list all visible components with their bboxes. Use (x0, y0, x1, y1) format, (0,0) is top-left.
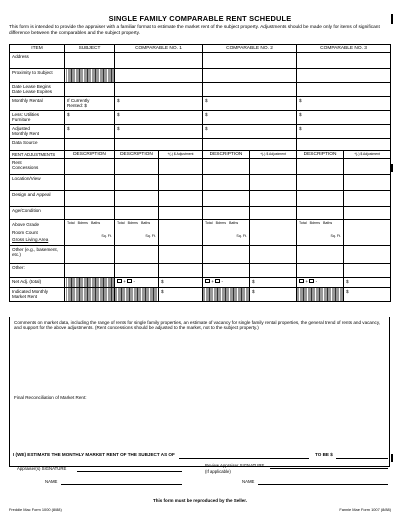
comp3-age-desc[interactable] (297, 207, 344, 220)
comp3-description-header: DESCRIPTION (297, 151, 344, 159)
minus-checkbox[interactable] (127, 279, 132, 283)
row-label-data-source: Data Source (10, 139, 65, 151)
comp3-other-adj[interactable] (344, 263, 391, 277)
subject-basement-field[interactable] (65, 245, 115, 263)
header-item: ITEM (10, 45, 65, 53)
appraiser-name-line[interactable] (61, 484, 182, 485)
comp3-basement-adj[interactable] (344, 245, 391, 263)
total-label: Total (299, 221, 307, 226)
comp2-room-count-field[interactable] (203, 220, 250, 246)
subject-room-count-field[interactable] (65, 220, 115, 246)
comp2-address-field[interactable] (203, 53, 297, 69)
form-intro: This form is intended to provide the appraiser with a familiar format to estimate the market rent of the subject property. Adjustments should be made only for items of significant difference between the comparables and the subject property. (9, 25, 380, 36)
subject-other-field[interactable] (65, 263, 115, 277)
sqft-label: Sq. Ft. (101, 234, 112, 239)
bdrms-label: Bdrms (127, 221, 138, 226)
comp3-location-desc[interactable] (297, 175, 344, 191)
comp1-monthly-rental-field[interactable]: $ (115, 97, 203, 111)
estimate-date-line[interactable] (179, 458, 309, 459)
row-label-age-condition: Age/Condition (10, 207, 65, 220)
footer-fannie: Fannie Mae Form 1007 (8/88) (339, 507, 391, 512)
baths-label: Baths (323, 221, 333, 226)
subject-net-adj-hatched (65, 277, 115, 287)
comp3-other-desc[interactable] (297, 263, 344, 277)
comp2-other-adj[interactable] (250, 263, 297, 277)
comp1-other-adj[interactable] (159, 263, 203, 277)
comp2-net-adj-amount[interactable]: $ (250, 277, 297, 287)
comp1-age-desc[interactable] (115, 207, 159, 220)
subject-data-source-field[interactable] (65, 139, 115, 151)
plus-label: + (211, 278, 214, 284)
row-label-indicated-rent: Indicated Monthly Market Rent (10, 287, 65, 301)
if-applicable-label: (If applicable) (205, 469, 231, 474)
comp3-basement-desc[interactable] (297, 245, 344, 263)
review-signature-label: Review Appraiser SIGNATURE (205, 463, 265, 468)
plus-label: + (123, 278, 126, 284)
comp3-age-adj[interactable] (344, 207, 391, 220)
comp2-indicated-rent-field[interactable]: $ (250, 287, 297, 301)
comp2-concessions-desc[interactable] (203, 159, 250, 175)
comp2-adjusted-rent-field[interactable]: $ (203, 125, 297, 139)
comp3-net-adj-amount[interactable]: $ (344, 277, 391, 287)
comp2-concessions-adj[interactable] (250, 159, 297, 175)
comp1-net-adj-field[interactable] (115, 277, 159, 287)
comp3-monthly-rental-field[interactable]: $ (297, 97, 391, 111)
appraiser-signature-label: Appraiser(s) SIGNATURE (17, 466, 67, 471)
comp2-basement-adj[interactable] (250, 245, 297, 263)
subject-currently-rented-field[interactable]: If Currently Rented: $ (65, 97, 115, 111)
margin-mark (391, 164, 393, 172)
baths-label: Baths (90, 221, 101, 226)
comp3-room-count-field[interactable] (297, 220, 344, 246)
comp3-design-desc[interactable] (297, 191, 344, 207)
plus-label: + (305, 278, 308, 284)
comp1-location-adj[interactable] (159, 175, 203, 191)
bdrms-label: Bdrms (77, 221, 88, 226)
sqft-label: Sq. Ft. (145, 234, 156, 239)
baths-label: Baths (229, 221, 239, 226)
subject-location-field[interactable] (65, 175, 115, 191)
comp3-net-adj-field[interactable] (297, 277, 344, 287)
comp1-utilities-field[interactable]: $ (115, 111, 203, 125)
comp2-basement-desc[interactable] (203, 245, 250, 263)
comp3-indicated-hatched (297, 287, 344, 301)
comp3-indicated-rent-field[interactable]: $ (344, 287, 391, 301)
comp1-concessions-adj[interactable] (159, 159, 203, 175)
comp1-basement-desc[interactable] (115, 245, 159, 263)
comp3-data-source-field[interactable] (297, 139, 391, 151)
subject-proximity-hatched (65, 69, 115, 83)
comp3-address-field[interactable] (297, 53, 391, 69)
subject-description-header: DESCRIPTION (65, 151, 115, 159)
comp2-design-adj[interactable] (250, 191, 297, 207)
row-label-above-grade (10, 220, 65, 246)
comp1-indicated-rent-field[interactable]: $ (159, 287, 203, 301)
comp1-data-source-field[interactable] (115, 139, 203, 151)
row-label-other: Other: (10, 263, 65, 277)
comp2-net-adj-field[interactable] (203, 277, 250, 287)
comp2-adjustment-header: +(-) $ Adjustment (250, 151, 297, 159)
minus-checkbox[interactable] (309, 279, 314, 283)
comp3-date-lease-field[interactable] (297, 83, 391, 97)
total-label: Total (205, 221, 213, 226)
plus-checkbox[interactable] (299, 279, 304, 283)
subject-concessions-field[interactable] (65, 159, 115, 175)
comp2-room-count-adj[interactable] (250, 220, 297, 246)
header-comp1: COMPARABLE NO. 1 (115, 45, 203, 53)
comp2-description-header: DESCRIPTION (203, 151, 250, 159)
comp3-proximity-field[interactable] (297, 69, 391, 83)
total-label: Total (67, 221, 75, 226)
subject-utilities-field[interactable]: $ (65, 111, 115, 125)
footer-notice: This form must be reproduced by the Seller. (152, 498, 248, 503)
comp2-utilities-field[interactable]: $ (203, 111, 297, 125)
comp1-description-header: DESCRIPTION (115, 151, 159, 159)
row-label-monthly-rental: Monthly Rental (10, 97, 65, 111)
review-signature-line[interactable] (270, 468, 388, 469)
subject-indicated-hatched (65, 287, 115, 301)
form-title: SINGLE FAMILY COMPARABLE RENT SCHEDULE (108, 14, 292, 23)
row-label-address: Address (10, 53, 65, 69)
comp1-location-desc[interactable] (115, 175, 159, 191)
comp1-adjusted-rent-field[interactable]: $ (115, 125, 203, 139)
minus-label: - (221, 278, 224, 284)
comp1-room-count-adj[interactable] (159, 220, 203, 246)
bdrms-label: Bdrms (309, 221, 321, 226)
comp1-adjustment-header: +(-) $ Adjustment (159, 151, 203, 159)
label-gross-living-area: Gross Living Area (12, 237, 49, 243)
comp1-concessions-desc[interactable] (115, 159, 159, 175)
bdrms-label: Bdrms (215, 221, 226, 226)
comp2-data-source-field[interactable] (203, 139, 297, 151)
comp2-indicated-hatched (203, 287, 250, 301)
row-label-date-lease: Date Lease Begins Date Lease Expires (10, 83, 65, 97)
comp3-room-count-adj[interactable] (344, 220, 391, 246)
comments-label: Comments on market data, including the range of rents for single family properties, an estimate of vacancy for single family rental properties, the general trend of rents and vacancy, and support for the above adjustments. (Rent concessions should be adjusted to the market, not to the subject property.) (14, 320, 381, 331)
subject-adjusted-rent-field[interactable]: $ (65, 125, 115, 139)
minus-label: - (315, 278, 318, 284)
row-label-proximity: Proximity to Subject (10, 69, 65, 83)
to-be-label: TO BE $ (315, 452, 333, 457)
total-label: Total (117, 221, 125, 226)
review-name-line[interactable] (258, 484, 388, 485)
comp1-proximity-field[interactable] (115, 69, 203, 83)
sqft-label: Sq. Ft. (330, 234, 342, 239)
baths-label: Baths (140, 221, 151, 226)
row-label-rent-adjustments: RENT ADJUSTMENTS (10, 151, 65, 159)
footer-freddie: Freddie Mac Form 1000 (8/88) (9, 507, 62, 512)
row-label-net-adj: Net Adj. (total) (10, 277, 65, 287)
header-subject: SUBJECT (65, 45, 115, 53)
header-comp3: COMPARABLE NO. 3 (297, 45, 391, 53)
comp1-date-lease-field[interactable] (115, 83, 203, 97)
comp2-age-desc[interactable] (203, 207, 250, 220)
estimate-amount-line[interactable] (336, 458, 388, 459)
comp3-adjusted-rent-field[interactable]: $ (297, 125, 391, 139)
estimate-label: I (WE) ESTIMATE THE MONTHLY MARKET RENT OF THE SUBJECT AS OF (13, 452, 175, 457)
comp2-location-desc[interactable] (203, 175, 250, 191)
comp2-location-adj[interactable] (250, 175, 297, 191)
comp3-concessions-desc[interactable] (297, 159, 344, 175)
review-name-label: NAME (242, 479, 255, 484)
row-label-less-utilities: Less: Utilities Furniture (10, 111, 65, 125)
comp2-monthly-rental-field[interactable]: $ (203, 97, 297, 111)
comp1-other-desc[interactable] (115, 263, 159, 277)
row-label-design-appeal: Design and Appeal (10, 191, 65, 207)
comp2-date-lease-field[interactable] (203, 83, 297, 97)
comp3-location-adj[interactable] (344, 175, 391, 191)
comp1-indicated-hatched (115, 287, 159, 301)
reconciliation-label: Final Reconciliation of Market Rent: (14, 395, 87, 400)
comp3-design-adj[interactable] (344, 191, 391, 207)
comp3-concessions-adj[interactable] (344, 159, 391, 175)
minus-checkbox[interactable] (215, 279, 220, 283)
comp3-utilities-field[interactable]: $ (297, 111, 391, 125)
row-label-other-basement: Other (e.g., basement, etc.) (10, 245, 65, 263)
subject-design-field[interactable] (65, 191, 115, 207)
label-above-grade: Above Grade (12, 222, 40, 228)
subject-age-field[interactable] (65, 207, 115, 220)
comments-section[interactable] (9, 317, 390, 467)
row-label-location-view: Location/View (10, 175, 65, 191)
comp2-proximity-field[interactable] (203, 69, 297, 83)
margin-mark (391, 454, 393, 462)
appraiser-signature-line[interactable] (77, 471, 182, 472)
comp1-age-adj[interactable] (159, 207, 203, 220)
comp2-design-desc[interactable] (203, 191, 250, 207)
comp3-adjustment-header: +(-) $ Adjustment (344, 151, 391, 159)
comp1-basement-adj[interactable] (159, 245, 203, 263)
comp1-address-field[interactable] (115, 53, 203, 69)
header-comp2: COMPARABLE NO. 2 (203, 45, 297, 53)
minus-label: - (133, 278, 136, 284)
sqft-label: Sq. Ft. (236, 234, 248, 239)
plus-checkbox[interactable] (205, 279, 210, 283)
rent-grid (9, 44, 391, 302)
appraiser-name-label: NAME (45, 479, 58, 484)
margin-mark (391, 14, 393, 24)
comp2-age-adj[interactable] (250, 207, 297, 220)
comp1-net-adj-amount[interactable]: $ (159, 277, 203, 287)
comp2-other-desc[interactable] (203, 263, 250, 277)
subject-date-lease-field[interactable] (65, 83, 115, 97)
comp1-room-count-field[interactable] (115, 220, 159, 246)
label-room-count: Room Count (12, 229, 38, 235)
row-label-rent-concessions: Rent Concessions (10, 159, 65, 175)
subject-address-field[interactable] (65, 53, 115, 69)
comp1-design-adj[interactable] (159, 191, 203, 207)
plus-checkbox[interactable] (117, 279, 122, 283)
comp1-design-desc[interactable] (115, 191, 159, 207)
row-label-adjusted-rent: Adjusted Monthly Rent (10, 125, 65, 139)
